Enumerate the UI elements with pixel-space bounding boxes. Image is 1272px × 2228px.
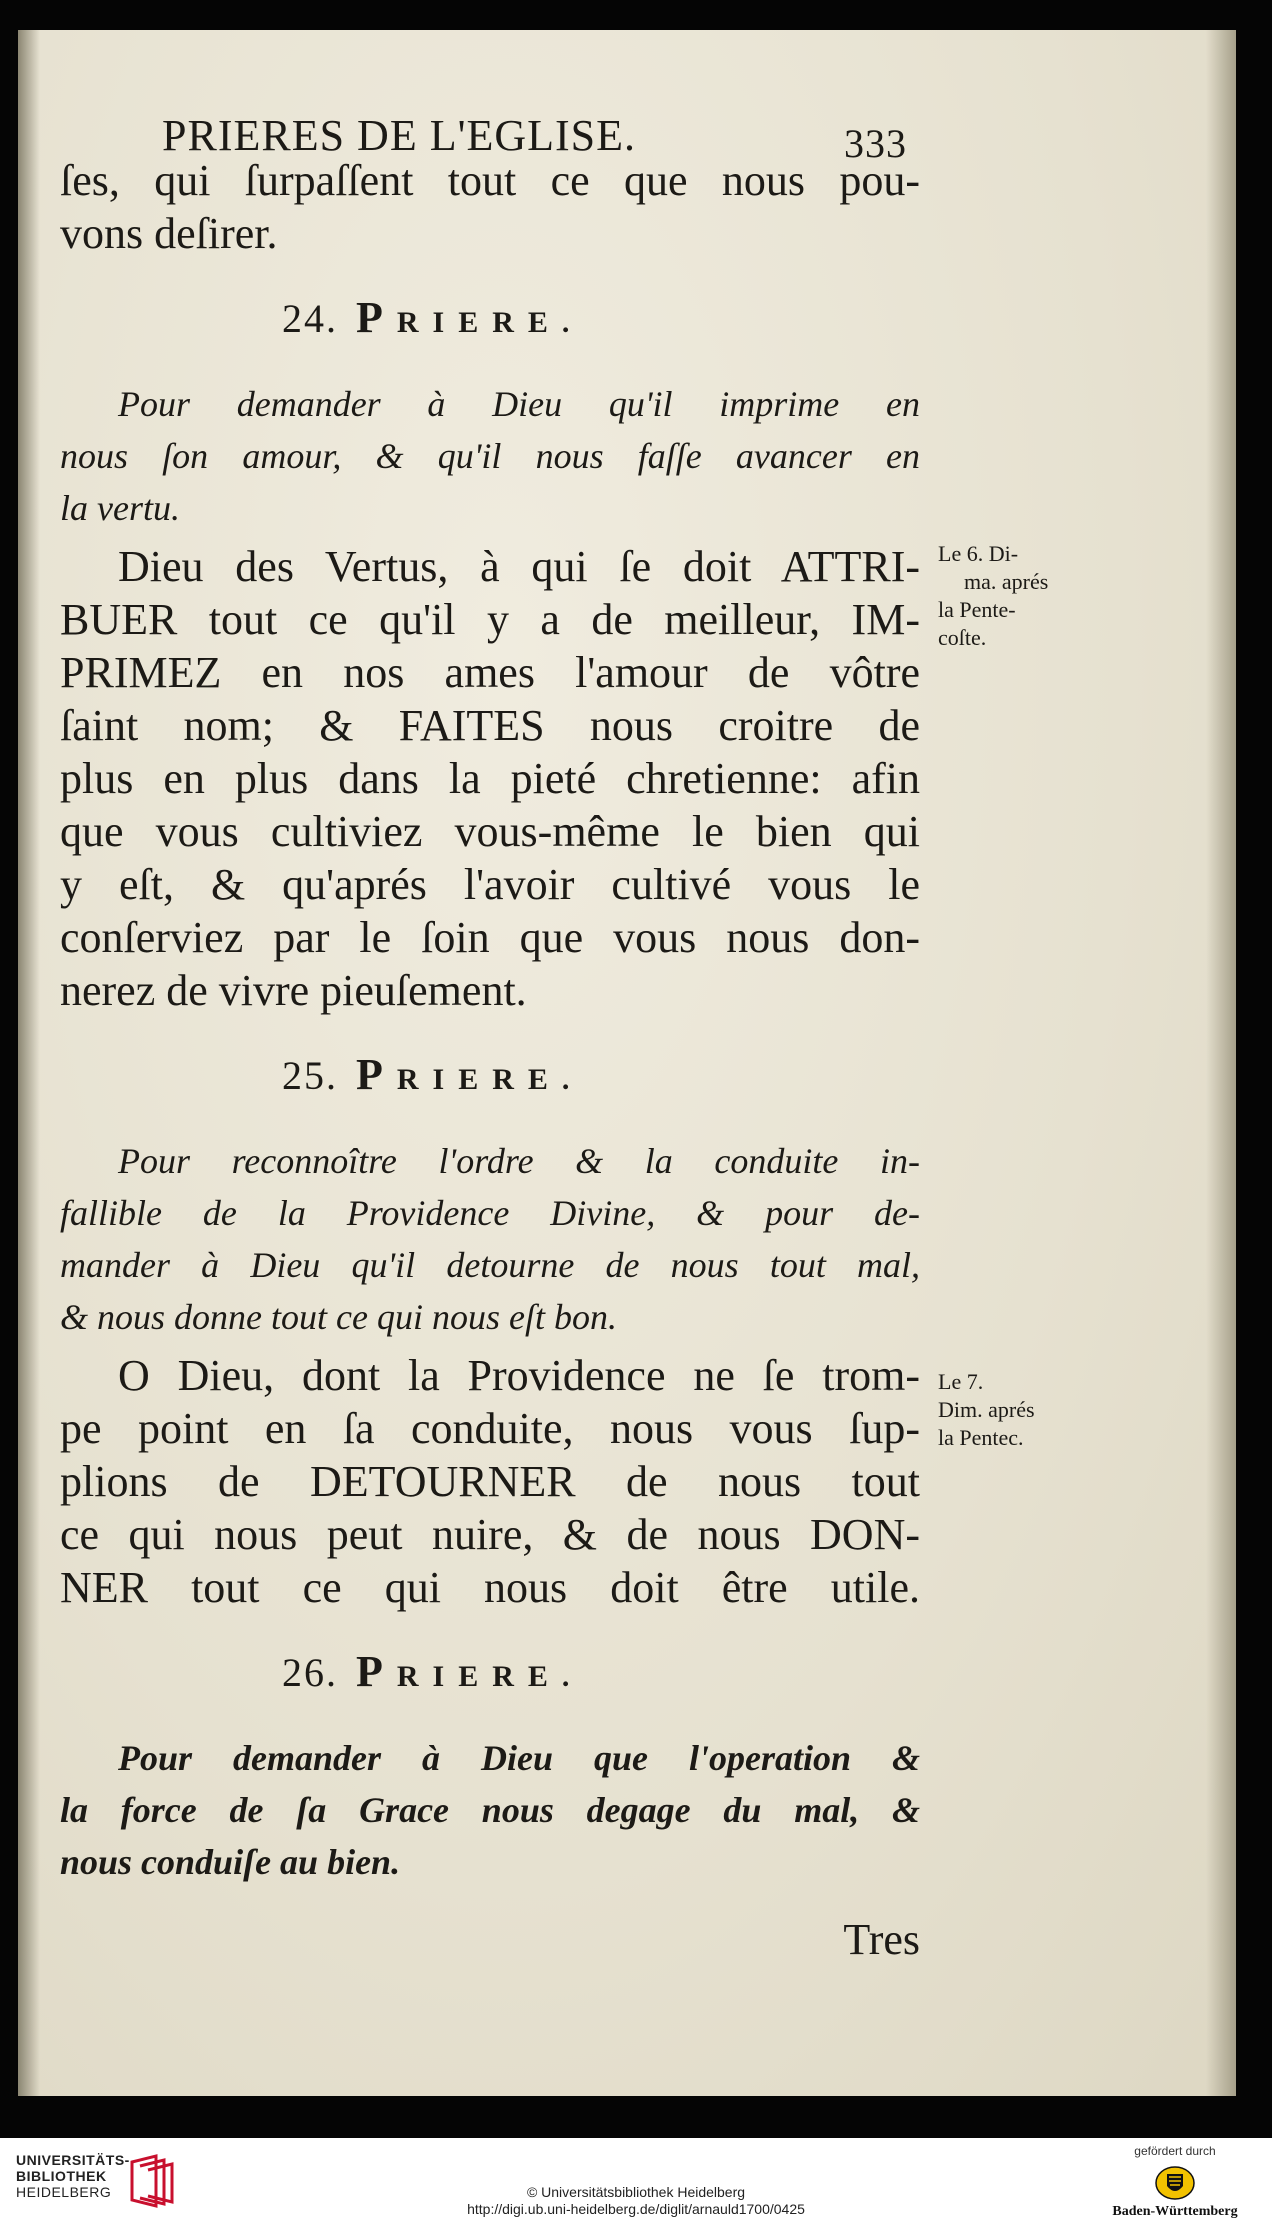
text-line: nerez de vivre pieuſement. bbox=[60, 966, 527, 1015]
sponsor-label: gefördert durch bbox=[1134, 2144, 1216, 2158]
baden-wuerttemberg-seal-icon bbox=[1155, 2166, 1195, 2200]
text-line: O Dieu, dont la Providence ne ſe trom- bbox=[118, 1351, 920, 1400]
text-line: pe point en ſa conduite, nous vous ſup- bbox=[60, 1404, 920, 1453]
heading-rest: RIERE. bbox=[396, 1660, 584, 1693]
heading-initial: P bbox=[356, 1647, 397, 1696]
page-text bbox=[60, 80, 920, 1965]
running-title: PRIERES DE L'EGLISE. bbox=[162, 111, 637, 160]
margin-line: la Pente- bbox=[938, 597, 1016, 622]
subtitle-line: nous conduiſe au bien. bbox=[60, 1842, 401, 1882]
margin-note-25 bbox=[938, 1368, 1068, 1452]
text-line: y eſt, & qu'aprés l'avoir cultivé vous le bbox=[60, 860, 920, 909]
margin-line: la Pentec. bbox=[938, 1425, 1024, 1450]
logo-line: UNIVERSITÄTS- bbox=[16, 2152, 130, 2168]
text-line: NER tout ce qui nous doit être utile. bbox=[60, 1563, 920, 1612]
subtitle-line: Pour reconnoître l'ordre & la conduite in- bbox=[118, 1141, 920, 1181]
text-line: conſerviez par le ſoin que vous nous don- bbox=[60, 913, 920, 962]
permalink[interactable]: http://digi.ub.uni-heidelberg.de/diglit/arnauld1700/0425 bbox=[467, 2201, 805, 2217]
copyright-notice bbox=[0, 2184, 1272, 2218]
prayer-text-25 bbox=[60, 1349, 920, 1614]
text-line: que vous cultiviez vous-même le bien qui bbox=[60, 807, 920, 856]
margin-line: Dim. aprés bbox=[938, 1397, 1035, 1422]
logo-line: HEIDELBERG bbox=[16, 2184, 112, 2200]
margin-line: coſte. bbox=[938, 625, 987, 650]
subtitle-line: la force de ſa Grace nous degage du mal, & bbox=[60, 1790, 920, 1830]
page-gutter-shadow bbox=[18, 30, 40, 2096]
text-line: ce qui nous peut nuire, & de nous DON- bbox=[60, 1510, 920, 1559]
running-header bbox=[60, 80, 920, 166]
text-line: plus en plus dans la pieté chretienne: afin bbox=[60, 754, 920, 803]
prayer-subtitle-26 bbox=[60, 1732, 920, 1888]
subtitle-line: & nous donne tout ce qui nous eſt bon. bbox=[60, 1297, 617, 1337]
subtitle-line: la vertu. bbox=[60, 488, 180, 528]
prayer-heading-25 bbox=[60, 1045, 920, 1105]
prayer-number: 26. bbox=[282, 1650, 338, 1695]
page-edge-shadow bbox=[1206, 30, 1236, 2096]
prayer-subtitle-25 bbox=[60, 1135, 920, 1343]
prayer-heading-26 bbox=[60, 1642, 920, 1702]
text-line: ſes, qui ſurpaſſent tout ce que nous pou- bbox=[60, 156, 920, 205]
text-line: PRIMEZ en nos ames l'amour de vôtre bbox=[60, 648, 920, 697]
viewer-footer bbox=[0, 2138, 1272, 2228]
prayer-number: 24. bbox=[282, 296, 338, 341]
subtitle-line: nous ſon amour, & qu'il nous faſſe avancer en bbox=[60, 436, 920, 476]
book-page bbox=[18, 30, 1236, 2096]
subtitle-line: Pour demander à Dieu que l'operation & bbox=[118, 1738, 920, 1778]
sponsor-name[interactable]: Baden-Württemberg bbox=[1112, 2204, 1238, 2219]
heading-rest: RIERE. bbox=[396, 1063, 584, 1096]
text-line: plions de DETOURNER de nous tout bbox=[60, 1457, 920, 1506]
prayer-number: 25. bbox=[282, 1053, 338, 1098]
heading-rest: RIERE. bbox=[396, 306, 584, 339]
heading-initial: P bbox=[356, 293, 397, 342]
margin-line: Le 6. Di- bbox=[938, 541, 1019, 566]
margin-line: Le 7. bbox=[938, 1369, 984, 1394]
subtitle-line: mander à Dieu qu'il detourne de nous tout mal, bbox=[60, 1245, 920, 1285]
heading-initial: P bbox=[356, 1050, 397, 1099]
text-line: BUER tout ce qu'il y a de meilleur, IM- bbox=[60, 595, 920, 644]
sponsor-block bbox=[1100, 2144, 1250, 2220]
text-line: vons deſirer. bbox=[60, 209, 278, 258]
subtitle-line: fallible de la Providence Divine, & pour de- bbox=[60, 1193, 920, 1233]
catchword: Tres bbox=[843, 1915, 920, 1964]
prayer-text-24 bbox=[60, 540, 920, 1017]
prayer-heading-24 bbox=[60, 288, 920, 348]
margin-line: ma. aprés bbox=[964, 569, 1049, 594]
subtitle-line: Pour demander à Dieu qu'il imprime en bbox=[118, 384, 920, 424]
logo-line: BIBLIOTHEK bbox=[16, 2168, 107, 2184]
copyright-text: © Universitätsbibliothek Heidelberg bbox=[526, 2184, 746, 2200]
intro-paragraph bbox=[60, 154, 920, 260]
margin-note-24 bbox=[938, 540, 1068, 652]
text-line: ſaint nom; & FAITES nous croitre de bbox=[60, 701, 920, 750]
text-line: Dieu des Vertus, à qui ſe doit ATTRI- bbox=[118, 542, 920, 591]
page-number: 333 bbox=[844, 121, 907, 166]
prayer-subtitle-24 bbox=[60, 378, 920, 534]
